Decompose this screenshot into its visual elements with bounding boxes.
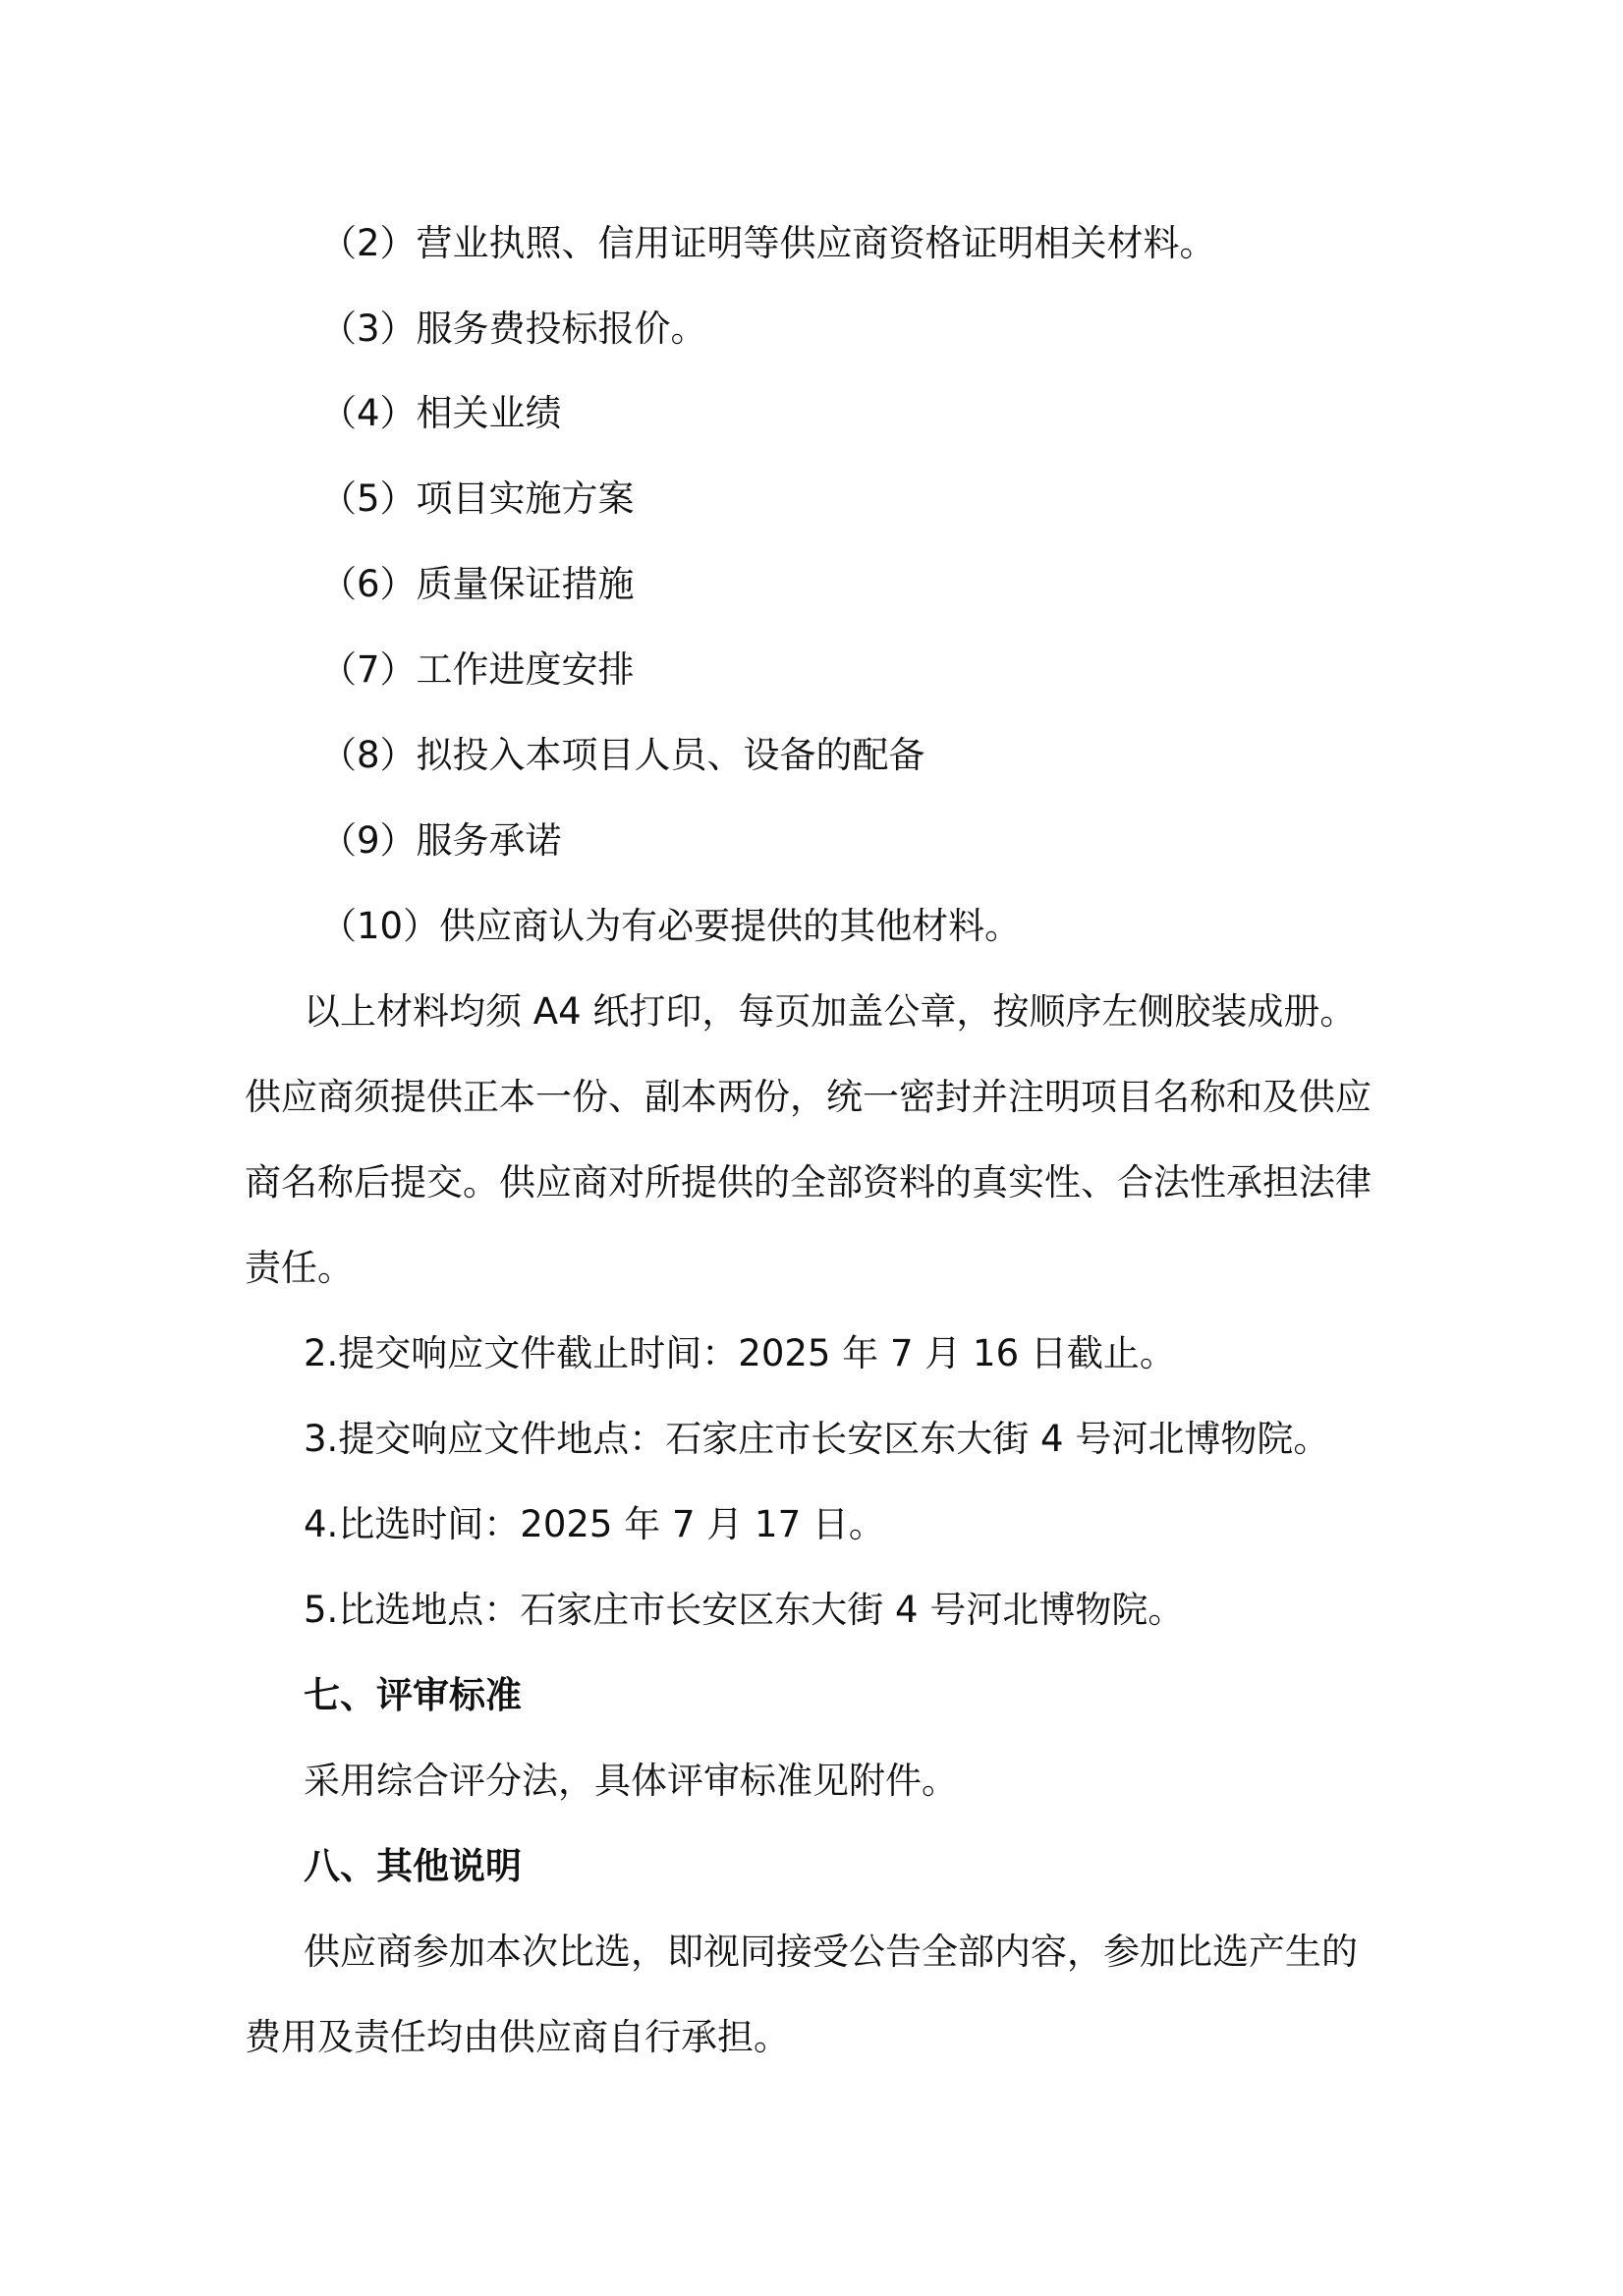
- selection-location: 5.比选地点：石家庄市长安区东大街 4 号河北博物院。: [304, 1589, 1185, 1631]
- material-item: （5）项目实施方案: [320, 477, 635, 520]
- binding-paragraph-line: 以上材料均须 A4 纸打印，每页加盖公章，按顺序左侧胶装成册。: [304, 990, 1357, 1033]
- material-item: （10）供应商认为有必要提供的其他材料。: [320, 905, 1022, 947]
- binding-paragraph-line: 商名称后提交。供应商对所提供的全部资料的真实性、合法性承担法律: [245, 1161, 1371, 1204]
- material-item: （2）营业执照、信用证明等供应商资格证明相关材料。: [320, 222, 1216, 264]
- other-notes-line: 供应商参加本次比选，即视同接受公告全部内容，参加比选产生的: [304, 1931, 1358, 1973]
- evaluation-text: 采用综合评分法，具体评审标准见附件。: [304, 1760, 958, 1802]
- submission-location: 3.提交响应文件地点：石家庄市长安区东大街 4 号河北博物院。: [304, 1418, 1330, 1460]
- section-heading-evaluation: 七、评审标准: [304, 1674, 522, 1716]
- other-notes-line: 费用及责任均由供应商自行承担。: [245, 2016, 790, 2058]
- binding-paragraph-line: 供应商须提供正本一份、副本两份，统一密封并注明项目名称和及供应: [245, 1076, 1371, 1118]
- material-item: （7）工作进度安排: [320, 648, 635, 691]
- selection-time: 4.比选时间：2025 年 7 月 17 日。: [304, 1503, 885, 1545]
- material-item: （8）拟投入本项目人员、设备的配备: [320, 734, 925, 776]
- material-item: （9）服务承诺: [320, 819, 562, 862]
- material-item: （6）质量保证措施: [320, 563, 635, 605]
- material-item: （4）相关业绩: [320, 392, 562, 434]
- binding-paragraph-line: 责任。: [245, 1247, 354, 1289]
- section-heading-other: 八、其他说明: [304, 1845, 522, 1887]
- material-item: （3）服务费投标报价。: [320, 308, 707, 350]
- submission-deadline: 2.提交响应文件截止时间：2025 年 7 月 16 日截止。: [304, 1332, 1176, 1374]
